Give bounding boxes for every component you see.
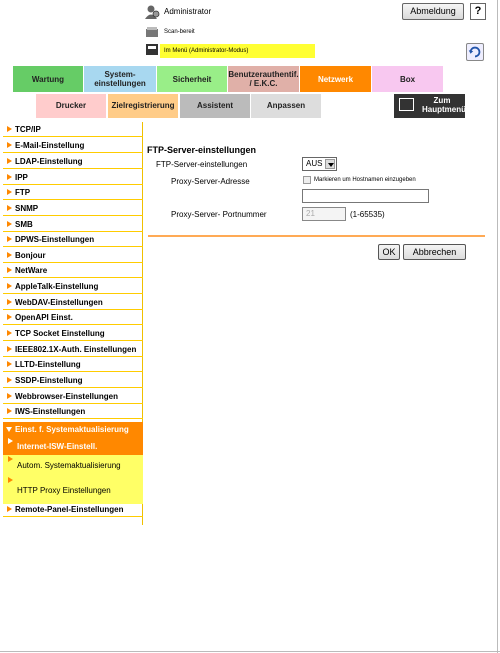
tab-benutzerauthentifizierung[interactable]: Benutzerauthentif. / E.K.C. bbox=[228, 66, 300, 92]
sidebar-item-lltd[interactable]: LLTD-Einstellung bbox=[3, 357, 143, 372]
subtab-assistent[interactable]: Assistent bbox=[180, 94, 250, 118]
sidebar-item-ipp[interactable]: IPP bbox=[3, 170, 143, 185]
mode-status-bar: Im Menü (Administrator-Modus) bbox=[160, 44, 315, 58]
proxy-address-input[interactable] bbox=[302, 189, 429, 203]
sidebar-item-iws[interactable]: IWS-Einstellungen bbox=[3, 404, 143, 419]
administrator-icon bbox=[145, 4, 160, 19]
sidebar-item-bonjour[interactable]: Bonjour bbox=[3, 248, 143, 263]
sidebar-item-ftp[interactable]: FTP bbox=[3, 185, 143, 200]
tab-box[interactable]: Box bbox=[372, 66, 444, 92]
tab-systemeinstellungen[interactable]: System-einstellungen bbox=[84, 66, 157, 92]
sidebar-item-appletalk[interactable]: AppleTalk-Einstellung bbox=[3, 279, 143, 294]
chevron-down-icon bbox=[325, 159, 335, 169]
tab-netzwerk[interactable]: Netzwerk bbox=[300, 66, 372, 92]
sidebar bbox=[3, 122, 143, 525]
sidebar-item-tcpip[interactable]: TCP/IP bbox=[3, 122, 143, 137]
subtab-zielregistrierung[interactable]: Zielregistrierung bbox=[108, 94, 178, 118]
scan-status: Scan-bereit bbox=[164, 29, 195, 35]
proxy-address-label: Proxy-Server-Adresse bbox=[171, 177, 250, 186]
menu-mode-icon bbox=[145, 42, 159, 56]
user-name: Administrator bbox=[164, 7, 212, 16]
logout-button[interactable]: Abmeldung bbox=[402, 3, 464, 20]
sidebar-item-webdav[interactable]: WebDAV-Einstellungen bbox=[3, 295, 143, 310]
sidebar-item-netware[interactable]: NetWare bbox=[3, 263, 143, 278]
ftp-server-value: AUS bbox=[306, 159, 323, 168]
sidebar-item-tcp-socket[interactable]: TCP Socket Einstellung bbox=[3, 326, 143, 341]
sidebar-item-dpws[interactable]: DPWS-Einstellungen bbox=[3, 232, 143, 247]
sidebar-item-ieee8021x[interactable]: IEEE802.1X-Auth. Einstellungen bbox=[3, 342, 143, 357]
sidebar-item-webbrowser[interactable]: Webbrowser-Einstellungen bbox=[3, 389, 143, 404]
scanner-icon bbox=[145, 26, 159, 38]
port-range-hint: (1-65535) bbox=[350, 210, 385, 219]
frame-border-right bbox=[497, 0, 498, 653]
sidebar-item-snmp[interactable]: SNMP bbox=[3, 201, 143, 216]
subtab-drucker[interactable]: Drucker bbox=[36, 94, 106, 118]
ok-button[interactable]: OK bbox=[378, 244, 400, 260]
hostname-checkbox[interactable] bbox=[303, 176, 311, 184]
sidebar-subitem-http-proxy[interactable]: HTTP Proxy Einstellungen bbox=[3, 477, 143, 504]
sidebar-item-remote-panel[interactable]: Remote-Panel-Einstellungen bbox=[3, 502, 143, 517]
sidebar-item-email[interactable]: E-Mail-Einstellung bbox=[3, 138, 143, 153]
main-menu-label: Zum Hauptmenü bbox=[422, 96, 466, 114]
ftp-server-select[interactable] bbox=[302, 157, 337, 171]
sidebar-subitem-internet-isw[interactable]: Internet-ISW-Einstell. bbox=[3, 438, 143, 455]
sidebar-item-ldap[interactable]: LDAP-Einstellung bbox=[3, 154, 143, 169]
frame-border-bottom bbox=[0, 651, 500, 652]
sidebar-item-systemaktualisierung[interactable]: Einst. f. Systemaktualisierung bbox=[3, 422, 143, 438]
help-button[interactable]: ? bbox=[470, 3, 486, 20]
tab-sicherheit[interactable]: Sicherheit bbox=[157, 66, 228, 92]
subtab-anpassen[interactable]: Anpassen bbox=[251, 94, 321, 118]
ftp-server-label: FTP-Server-einstellungen bbox=[156, 160, 248, 169]
sidebar-item-ssdp[interactable]: SSDP-Einstellung bbox=[3, 373, 143, 388]
tab-wartung[interactable]: Wartung bbox=[13, 66, 84, 92]
proxy-port-label: Proxy-Server- Portnummer bbox=[171, 210, 267, 219]
proxy-port-input[interactable]: 21 bbox=[302, 207, 346, 221]
page-title: FTP-Server-einstellungen bbox=[147, 145, 257, 155]
home-screen-icon bbox=[399, 98, 414, 111]
main-menu-button[interactable] bbox=[394, 94, 465, 118]
hostname-checkbox-label: Markieren um Hostnamen einzugeben bbox=[314, 177, 416, 183]
refresh-icon[interactable] bbox=[466, 43, 484, 61]
divider bbox=[148, 235, 485, 237]
sidebar-subitem-autom-update[interactable]: Autom. Systemaktualisierung bbox=[3, 455, 143, 477]
sidebar-item-openapi[interactable]: OpenAPI Einst. bbox=[3, 310, 143, 325]
cancel-button[interactable]: Abbrechen bbox=[403, 244, 466, 260]
sidebar-item-smb[interactable]: SMB bbox=[3, 217, 143, 232]
